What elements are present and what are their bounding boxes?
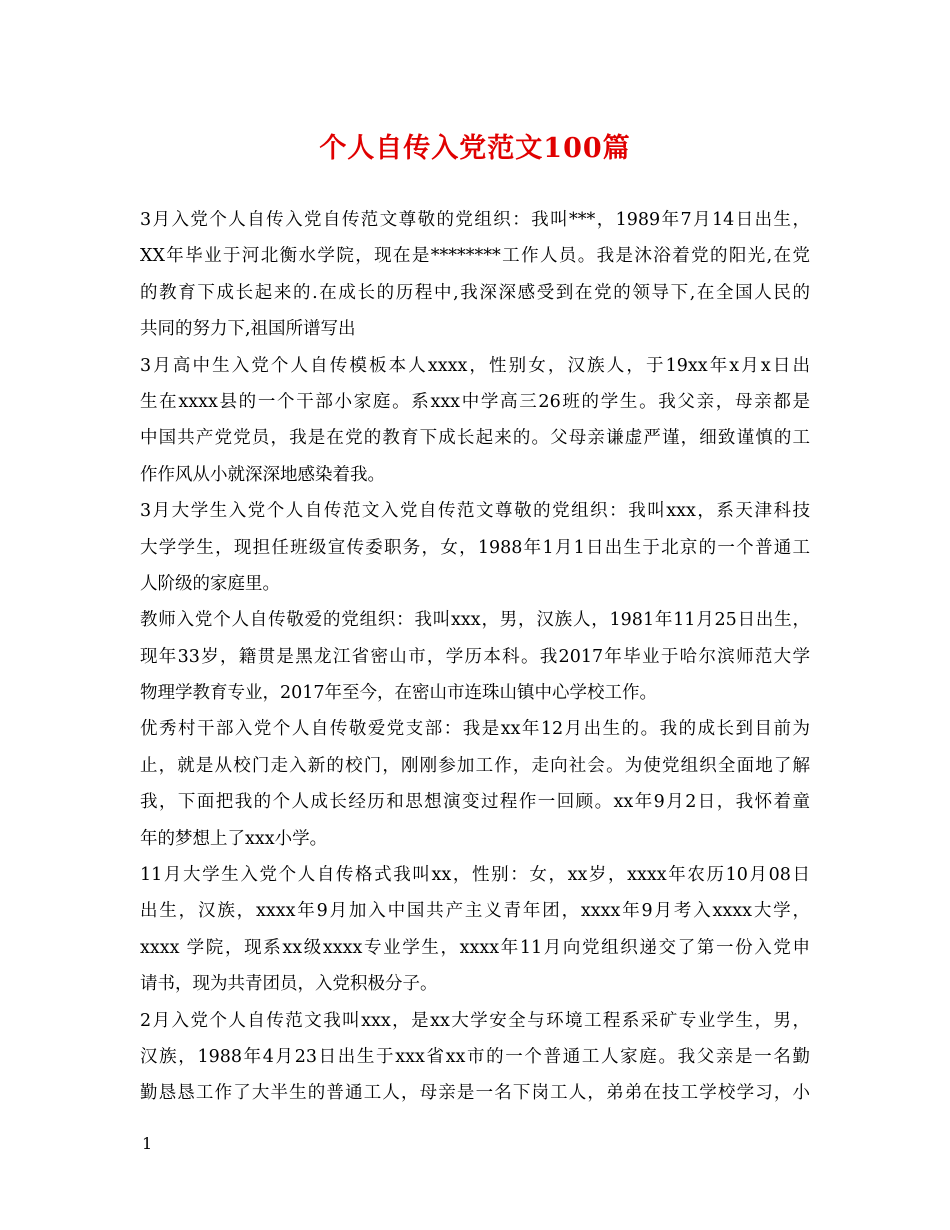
paragraph-line: 勤恳恳工作了大半生的普通工人，母亲是一名下岗工人，弟弟在技工学校学习，小 [140,1083,810,1104]
paragraph-line: 11月大学生入党个人自传格式我叫xx，性别：女，xx岁，xxxx年农历10月08日 [140,865,810,886]
page-number: 1 [142,1134,153,1153]
paragraph-line: 中国共产党党员，我是在党的教育下成长起来的。父母亲谦虚严谨，细致谨慎的工 [140,428,810,449]
paragraph-line: XX年毕业于河北衡水学院，现在是********工作人员。我是沐浴着党的阳光,在党 [140,246,810,267]
paragraph-line: 3月入党个人自传入党自传范文尊敬的党组织：我叫***，1989年7月14日出生， [140,210,810,230]
paragraph-line: 人阶级的家庭里。 [140,573,280,594]
paragraph [140,493,810,602]
paragraph-line: 我，下面把我的个人成长经历和思想演变过程作一回顾。xx年9月2日，我怀着童 [140,792,810,813]
paragraph [140,602,810,711]
paragraph-line: 大学学生，现担任班级宣传委职务，女，1988年1月1日出生于北京的一个普通工 [140,537,810,558]
paragraph-line: 请书，现为共青团员，入党积极分子。 [140,974,438,995]
paragraph [140,348,810,494]
paragraph-line: 生在xxxx县的一个干部小家庭。系xxx中学高三26班的学生。我父亲，母亲都是 [140,391,810,412]
paragraph [140,711,810,857]
paragraph-line: 的教育下成长起来的.在成长的历程中,我深深感受到在党的领导下,在全国人民的 [140,282,810,303]
paragraph-line: 现年33岁，籍贯是黑龙江省密山市，学历本科。我2017年毕业于哈尔滨师范大学 [140,646,810,667]
paragraph-line: 年的梦想上了xxx小学。 [140,828,328,849]
document-body [140,202,810,1112]
paragraph-line: xxxx 学院，现系xx级xxxx专业学生，xxxx年11月向党组织递交了第一份入党申 [140,937,810,958]
paragraph [140,202,810,348]
paragraph-line: 作作风从小就深深地感染着我。 [140,464,385,485]
paragraph-line: 教师入党个人自传敬爱的党组织：我叫xxx，男，汉族人，1981年11月25日出生， [140,610,810,631]
paragraph-line: 汉族，1988年4月23日出生于xxx省xx市的一个普通工人家庭。我父亲是一名勤 [140,1046,810,1067]
paragraph-line: 优秀村干部入党个人自传敬爱党支部：我是xx年12月出生的。我的成长到目前为 [140,719,810,740]
paragraph-line: 物理学教育专业，2017年至今，在密山市连珠山镇中心学校工作。 [140,683,658,704]
paragraph-line: 3月大学生入党个人自传范文入党自传范文尊敬的党组织：我叫xxx，系天津科技 [140,501,810,522]
paragraph-line: 出生，汉族，xxxx年9月加入中国共产主义青年团，xxxx年9月考入xxxx大学， [140,901,810,922]
paragraph-line: 2月入党个人自传范文我叫xxx，是xx大学安全与环境工程系采矿专业学生，男， [140,1010,810,1031]
paragraph-line: 共同的努力下,祖国所谱写出 [140,319,356,340]
paragraph [140,1003,810,1112]
paragraph-line: 止，就是从校门走入新的校门，刚刚参加工作，走向社会。为使党组织全面地了解 [140,755,810,776]
document-title: 个人自传入党范文100篇 [319,133,631,164]
paragraph [140,857,810,1003]
paragraph-line: 3月高中生入党个人自传模板本人xxxx，性别女，汉族人，于19xx年x月x日出 [140,355,810,376]
